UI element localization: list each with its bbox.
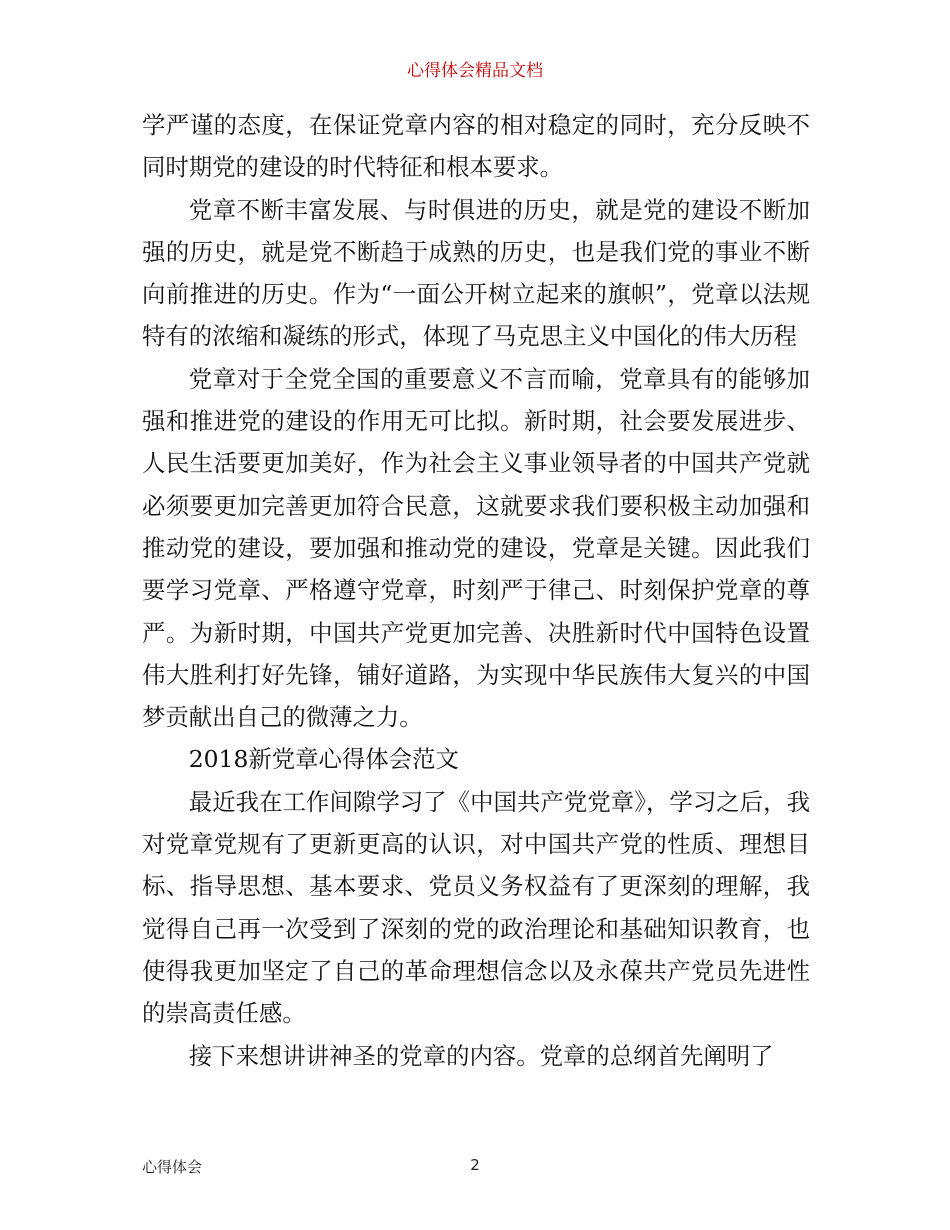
section-heading: 2018新党章心得体会范文 bbox=[188, 745, 459, 774]
paragraph: 党章对于全党全国的重要意义不言而喻，党章具有的能够加强和推进党的建设的作用无可比拟。新时期，社会要发展进步、人民生活要更加美好，作为社会主义事业领导者的中国共产党就必须要更加完善更加符合民意，这就要求我们要积极主动加强和推动党的建设，要加强和推动党的建设，党章是关键。因此我们要学习党章、严格遵守党章，时刻严于律己、时刻保护党章的尊严。为新时期，中国共产党更加完善、决胜新时代中国特色设置伟大胜利打好先锋，铺好道路，为实现中华民族伟大复兴的中国梦贡献出自己的微薄之力。 bbox=[142, 364, 810, 732]
page-header-title: 心得体会精品文档 bbox=[407, 61, 543, 81]
paragraph: 最近我在工作间隙学习了《中国共产党党章》，学习之后，我对党章党规有了更新更高的认识，对中国共产党的性质、理想目标、指导思想、基本要求、党员义务权益有了更深刻的理解，我觉得自己再一次受到了深刻的党的政治理论和基础知识教育，也使得我更加坚定了自己的革命理想信念以及永葆共产党员先进性的崇高责任感。 bbox=[142, 787, 810, 1028]
document-body bbox=[142, 104, 810, 1077]
footer-label: 心得体会 bbox=[142, 1158, 203, 1176]
paragraph: 党章不断丰富发展、与时俱进的历史，就是党的建设不断加强的历史，就是党不断趋于成熟的历史，也是我们党的事业不断向前推进的历史。作为“一面公开树立起来的旗帜”，党章以法规特有的浓缩和凝练的形式，体现了马克思主义中国化的伟大历程 bbox=[142, 195, 810, 351]
paragraph: 接下来想讲讲神圣的党章的内容。党章的总纲首先阐明了 bbox=[188, 1041, 774, 1070]
page-number: 2 bbox=[470, 1156, 480, 1174]
paragraph-continuation: 学严谨的态度，在保证党章内容的相对稳定的同时，充分反映不同时期党的建设的时代特征和根本要求。 bbox=[142, 111, 810, 182]
